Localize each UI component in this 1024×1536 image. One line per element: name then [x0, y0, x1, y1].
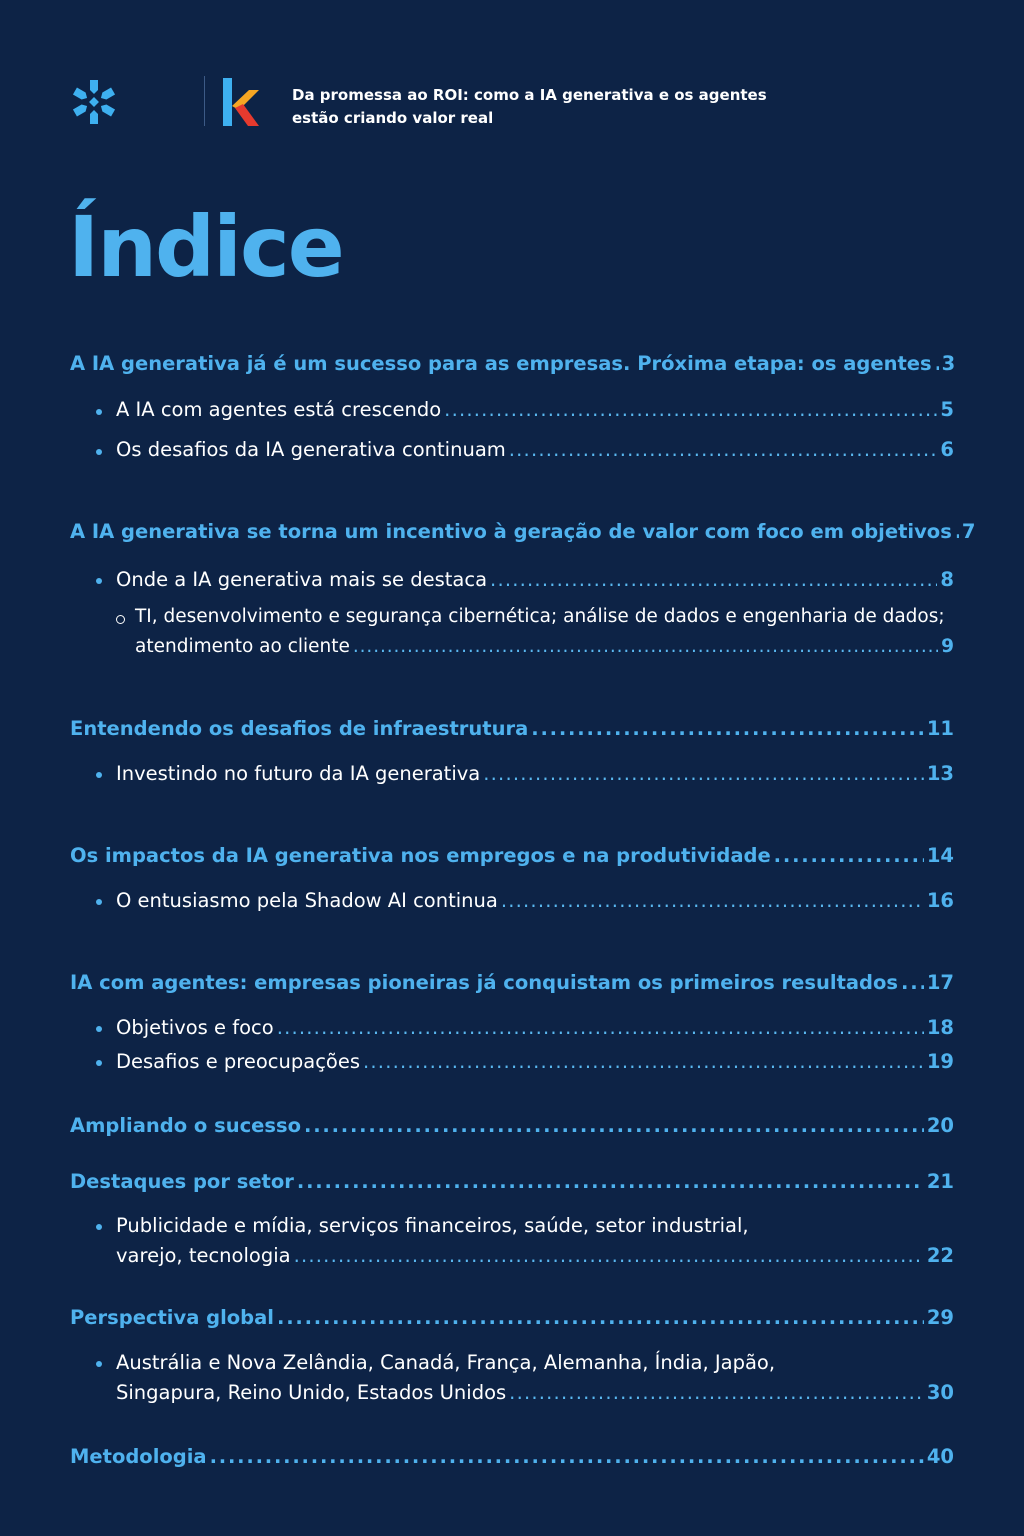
toc-entry-title: atendimento ao cliente [135, 636, 350, 657]
dot-leader [297, 1170, 924, 1193]
toc-section-5[interactable] [70, 971, 954, 994]
toc-section-9[interactable] [70, 1445, 954, 1468]
bullet-icon [96, 772, 102, 778]
dot-leader [363, 1050, 924, 1073]
toc-item-5-2[interactable] [116, 1050, 954, 1073]
bullet-icon [96, 1361, 102, 1367]
toc-section-3[interactable] [70, 717, 954, 740]
toc-section-7[interactable] [70, 1170, 954, 1193]
toc-page-number: 40 [926, 1445, 954, 1468]
toc-subitem-2-1-line-1[interactable]: TI, desenvolvimento e segurança cibernética; análise de dados e engenharia de dados; [135, 606, 945, 627]
toc-item-7-1-line-1[interactable]: Publicidade e mídia, serviços financeiros, saúde, setor industrial, [116, 1214, 749, 1237]
toc-entry-title: varejo, tecnologia [116, 1244, 291, 1267]
dot-leader [444, 398, 937, 421]
circle-bullet-icon [116, 615, 125, 624]
dot-leader [353, 636, 938, 657]
toc-entry-title: Os desafios da IA generativa continuam [116, 438, 506, 461]
dot-leader [277, 1306, 924, 1329]
toc-entry-title: Singapura, Reino Unido, Estados Unidos [116, 1381, 507, 1404]
toc-page-number: 17 [926, 971, 954, 994]
toc-page-number: 3 [941, 352, 956, 375]
dot-leader [483, 762, 924, 785]
toc-entry-title: A IA generativa já é um sucesso para as empresas. Próxima etapa: os agentes [70, 352, 932, 375]
toc-subitem-2-1[interactable] [135, 636, 954, 657]
header [70, 76, 970, 128]
dot-leader [509, 1381, 924, 1404]
toc-section-4[interactable] [70, 844, 954, 867]
toc-entry-title: A IA com agentes está crescendo [116, 398, 442, 421]
toc-item-7-1[interactable] [116, 1244, 954, 1267]
toc-item-8-1-line-1[interactable]: Austrália e Nova Zelândia, Canadá, França, Alemanha, Índia, Japão, [116, 1351, 776, 1374]
bullet-icon [96, 1026, 102, 1032]
toc-entry-title: Entendendo os desafios de infraestrutura [70, 717, 529, 740]
dot-leader [509, 438, 938, 461]
toc-entry-title: Ampliando o sucesso [70, 1114, 301, 1137]
toc-entry-title: IA com agentes: empresas pioneiras já conquistam os primeiros resultados [70, 971, 899, 994]
document-title-line-1: Da promessa ao ROI: como a IA generativa e os agentes [292, 86, 767, 104]
logo-divider [204, 76, 205, 126]
dot-leader [901, 971, 924, 994]
toc-entry-title: Investindo no futuro da IA generativa [116, 762, 481, 785]
toc-item-2-1[interactable] [116, 568, 954, 591]
bullet-icon [96, 1224, 102, 1230]
toc-item-3-1[interactable] [116, 762, 954, 785]
dot-leader [774, 844, 924, 867]
toc-entry-title: Objetivos e foco [116, 1016, 274, 1039]
bullet-icon [96, 449, 102, 455]
dot-leader [304, 1114, 924, 1137]
toc-page-number: 29 [926, 1306, 954, 1329]
toc-page-number: 11 [926, 717, 954, 740]
dot-leader [490, 568, 937, 591]
toc-section-8[interactable] [70, 1306, 954, 1329]
dot-leader [277, 1016, 924, 1039]
dot-leader [294, 1244, 924, 1267]
toc-page-number: 7 [961, 520, 976, 543]
toc-section-1[interactable] [70, 352, 954, 375]
toc-page-number: 22 [926, 1244, 954, 1267]
document-title [292, 84, 892, 130]
toc-entry-title: Desafios e preocupações [116, 1050, 360, 1073]
dot-leader [531, 717, 924, 740]
toc-page-number: 19 [926, 1050, 954, 1073]
toc-item-5-1[interactable] [116, 1016, 954, 1039]
document-title-line-2: estão criando valor real [292, 109, 494, 127]
dot-leader [955, 520, 959, 543]
page-title: Índice [68, 198, 343, 296]
toc-page-number: 9 [941, 636, 954, 657]
bullet-icon [96, 578, 102, 584]
toc-entry-title: Perspectiva global [70, 1306, 274, 1329]
toc-entry-title: Os impactos da IA generativa nos empregos e na produtividade [70, 844, 771, 867]
toc-section-2[interactable] [70, 520, 976, 543]
dot-leader [935, 352, 939, 375]
snowflake-logo-icon [70, 78, 118, 126]
bullet-icon [96, 409, 102, 415]
toc-page-number: 6 [940, 438, 954, 461]
toc-entry-title: Onde a IA generativa mais se destaca [116, 568, 488, 591]
toc-item-1-1[interactable] [116, 398, 954, 421]
toc-page-number: 20 [926, 1114, 954, 1137]
k-logo-icon [221, 78, 259, 126]
toc-item-8-1[interactable] [116, 1381, 954, 1404]
toc-entry-title: O entusiasmo pela Shadow AI continua [116, 889, 498, 912]
toc-section-6[interactable] [70, 1114, 954, 1137]
toc-page-number: 8 [940, 568, 954, 591]
toc-page-number: 30 [926, 1381, 954, 1404]
toc-page-number: 16 [926, 889, 954, 912]
dot-leader [501, 889, 924, 912]
dot-leader [210, 1445, 924, 1468]
bullet-icon [96, 899, 102, 905]
toc-entry-title: A IA generativa se torna um incentivo à geração de valor com foco em objetivos [70, 520, 952, 543]
toc-entry-title: Destaques por setor [70, 1170, 294, 1193]
toc-page-number: 13 [926, 762, 954, 785]
toc-item-1-2[interactable] [116, 438, 954, 461]
toc-page-number: 14 [926, 844, 954, 867]
bullet-icon [96, 1060, 102, 1066]
toc-item-4-1[interactable] [116, 889, 954, 912]
toc-page-number: 18 [926, 1016, 954, 1039]
toc-entry-title: Metodologia [70, 1445, 207, 1468]
toc-page-number: 21 [926, 1170, 954, 1193]
toc-page-number: 5 [940, 398, 954, 421]
